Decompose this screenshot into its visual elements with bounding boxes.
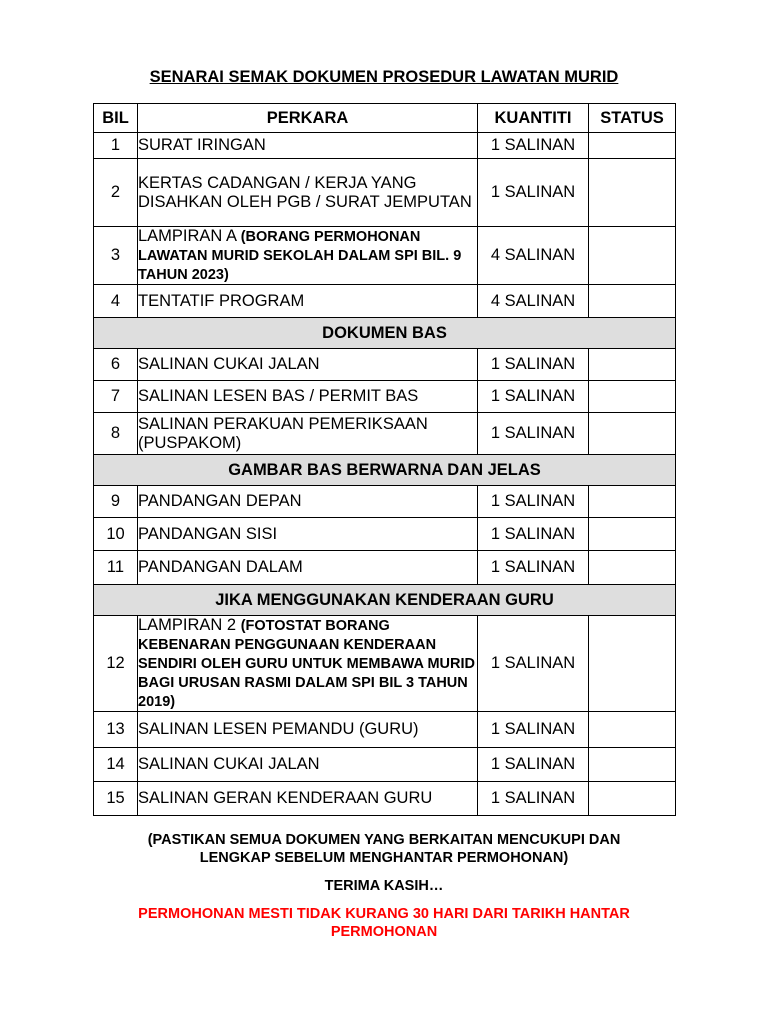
kuantiti-cell: 4 SALINAN — [478, 227, 589, 285]
kuantiti-cell: 1 SALINAN — [478, 748, 589, 782]
perkara-cell — [138, 616, 478, 712]
bil-cell: 3 — [94, 227, 138, 285]
status-cell[interactable] — [589, 413, 676, 455]
header-perkara: PERKARA — [138, 104, 478, 133]
bil-cell: 4 — [94, 285, 138, 318]
status-cell[interactable] — [589, 227, 676, 285]
completeness-note: (PASTIKAN SEMUA DOKUMEN YANG BERKAITAN MENCUKUPI DAN LENGKAP SEBELUM MENGHANTAR PERMOHONAN) — [147, 832, 621, 866]
perkara-cell: SALINAN PERAKUAN PEMERIKSAAN (PUSPAKOM) — [138, 413, 478, 455]
table-row — [94, 616, 676, 712]
bil-cell: 12 — [94, 616, 138, 712]
kuantiti-cell: 1 SALINAN — [478, 381, 589, 413]
perkara-detail: (FOTOSTAT BORANG KEBENARAN PENGGUNAAN KENDERAAN SENDIRI OLEH GURU UNTUK MEMBAWA MURID BAGI URUSAN RASMI DALAM SPI BIL 3 TAHUN 2019) — [138, 618, 475, 710]
table-row — [94, 227, 676, 285]
kuantiti-cell: 1 SALINAN — [478, 782, 589, 816]
status-cell[interactable] — [589, 616, 676, 712]
header-bil: BIL — [94, 104, 138, 133]
kuantiti-cell: 1 SALINAN — [478, 413, 589, 455]
status-cell[interactable] — [589, 782, 676, 816]
perkara-cell: SURAT IRINGAN — [138, 133, 478, 159]
deadline-warning: PERMOHONAN MESTI TIDAK KURANG 30 HARI DARI TARIKH HANTAR PERMOHONAN — [138, 906, 630, 940]
table-row — [94, 159, 676, 227]
status-cell[interactable] — [589, 349, 676, 381]
bil-cell: 15 — [94, 782, 138, 816]
perkara-cell: PANDANGAN DALAM — [138, 551, 478, 585]
perkara-cell: SALINAN LESEN BAS / PERMIT BAS — [138, 381, 478, 413]
bil-cell: 2 — [94, 159, 138, 227]
perkara-cell — [138, 227, 478, 285]
bil-cell: 8 — [94, 413, 138, 455]
perkara-cell: TENTATIF PROGRAM — [138, 285, 478, 318]
table-row — [94, 133, 676, 159]
perkara-detail: (BORANG PERMOHONAN LAWATAN MURID SEKOLAH DALAM SPI BIL. 9 TAHUN 2023) — [138, 229, 462, 283]
bil-cell: 11 — [94, 551, 138, 585]
bil-cell: 1 — [94, 133, 138, 159]
bil-cell: 6 — [94, 349, 138, 381]
table-row — [94, 285, 676, 318]
status-cell[interactable] — [589, 486, 676, 518]
table-header-row — [94, 104, 676, 133]
table-row — [94, 782, 676, 816]
kuantiti-cell: 1 SALINAN — [478, 518, 589, 551]
section-title: JIKA MENGGUNAKAN KENDERAAN GURU — [94, 585, 676, 616]
kuantiti-cell: 1 SALINAN — [478, 349, 589, 381]
table-row — [94, 381, 676, 413]
perkara-cell: SALINAN CUKAI JALAN — [138, 349, 478, 381]
status-cell[interactable] — [589, 518, 676, 551]
section-row — [94, 455, 676, 486]
status-cell[interactable] — [589, 133, 676, 159]
kuantiti-cell: 4 SALINAN — [478, 285, 589, 318]
checklist-table — [93, 103, 676, 816]
header-kuantiti: KUANTITI — [478, 104, 589, 133]
bil-cell: 14 — [94, 748, 138, 782]
table-row — [94, 551, 676, 585]
kuantiti-cell: 1 SALINAN — [478, 712, 589, 748]
perkara-cell: SALINAN GERAN KENDERAAN GURU — [138, 782, 478, 816]
status-cell[interactable] — [589, 381, 676, 413]
table-row — [94, 486, 676, 518]
bil-cell: 13 — [94, 712, 138, 748]
perkara-label: LAMPIRAN 2 — [138, 616, 237, 634]
section-title: DOKUMEN BAS — [94, 318, 676, 349]
perkara-cell: KERTAS CADANGAN / KERJA YANG DISAHKAN OLEH PGB / SURAT JEMPUTAN — [138, 159, 478, 227]
status-cell[interactable] — [589, 551, 676, 585]
section-title: GAMBAR BAS BERWARNA DAN JELAS — [94, 455, 676, 486]
kuantiti-cell: 1 SALINAN — [478, 133, 589, 159]
status-cell[interactable] — [589, 712, 676, 748]
table-row — [94, 748, 676, 782]
bil-cell: 7 — [94, 381, 138, 413]
table-row — [94, 518, 676, 551]
status-cell[interactable] — [589, 748, 676, 782]
status-cell[interactable] — [589, 285, 676, 318]
table-row — [94, 349, 676, 381]
perkara-cell: PANDANGAN SISI — [138, 518, 478, 551]
kuantiti-cell: 1 SALINAN — [478, 486, 589, 518]
perkara-cell: SALINAN CUKAI JALAN — [138, 748, 478, 782]
thanks-text: TERIMA KASIH… — [324, 878, 444, 894]
bil-cell: 10 — [94, 518, 138, 551]
perkara-cell: SALINAN LESEN PEMANDU (GURU) — [138, 712, 478, 748]
bil-cell: 9 — [94, 486, 138, 518]
perkara-label: LAMPIRAN A — [138, 227, 237, 245]
section-row — [94, 318, 676, 349]
header-status: STATUS — [589, 104, 676, 133]
kuantiti-cell: 1 SALINAN — [478, 159, 589, 227]
status-cell[interactable] — [589, 159, 676, 227]
section-row — [94, 585, 676, 616]
perkara-cell: PANDANGAN DEPAN — [138, 486, 478, 518]
kuantiti-cell: 1 SALINAN — [478, 616, 589, 712]
table-row — [94, 712, 676, 748]
table-row — [94, 413, 676, 455]
kuantiti-cell: 1 SALINAN — [478, 551, 589, 585]
page-title: SENARAI SEMAK DOKUMEN PROSEDUR LAWATAN MURID — [149, 68, 619, 86]
